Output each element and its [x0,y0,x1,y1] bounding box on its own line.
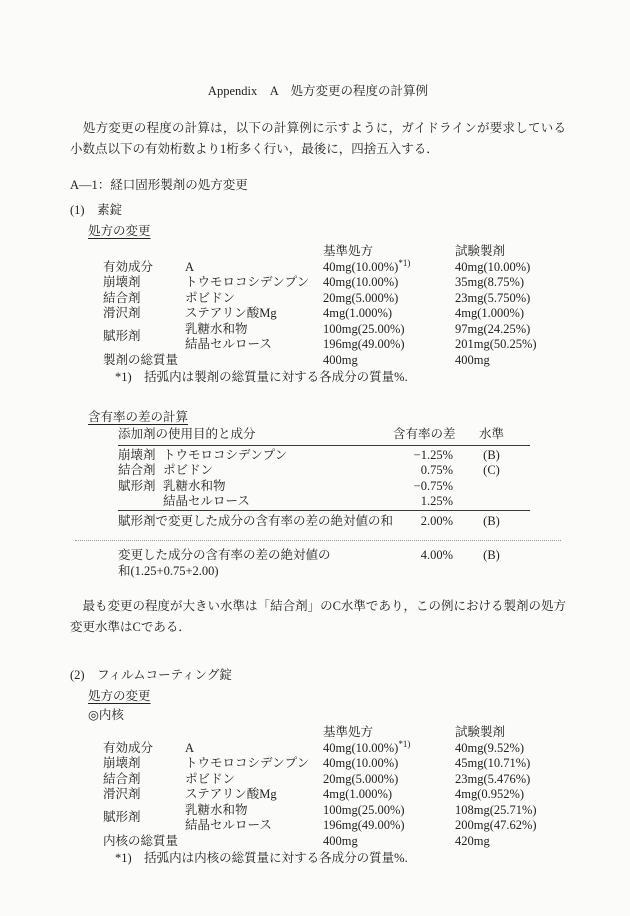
item-2-heading: (2) フィルムコーティング錠 [70,668,232,682]
test-cell: 200mg(47.62%) [455,818,537,832]
reference-cell: 20mg(5.000%) [323,290,399,305]
test-cell: 201mg(50.25%) [455,337,537,351]
ingredient-cell: ステアリン酸Mg [185,787,277,801]
item-1-heading: (1) 素錠 [70,203,123,217]
col-header-test: 試験製剤 [455,725,506,739]
formulation-change-heading-2: 処方の変更 [88,689,151,703]
role-cell: 滑沢剤 [103,787,141,801]
test-cell: 4mg(0.952%) [455,787,525,801]
test-cell: 97mg(24.25%) [455,321,531,336]
table-header-row [103,244,585,260]
ingredient-cell: トウモロコシデンプン [185,275,310,289]
table-row [103,275,585,291]
sum-level: (B) [483,548,500,562]
test-cell: 4mg(1.000%) [455,306,525,320]
table-header-row [103,725,585,741]
sum-label-cell: 賦形剤で変更した成分の含有率の差の絶対値の和 [118,510,393,531]
ingredient-cell: ステアリン酸Mg [185,306,277,320]
sum-value-cell: 2.00% [393,510,453,531]
col-header-diff: 含有率の差 [393,427,453,445]
role-cell: 結合剤 [118,463,156,477]
table-row [118,445,530,463]
reference-cell: 100mg(25.00%) [323,802,405,817]
ingredient-cell: 乳糖水和物 [185,321,248,336]
test-cell: 420mg [455,833,490,848]
role-cell: 有効成分 [103,259,154,274]
diff-value-cell: 0.75% [420,463,454,477]
test-cell: 400mg [455,352,490,367]
ingredient-cell: A [185,259,195,274]
role-cell: 崩壊剤 [118,447,156,462]
reference-cell: 100mg(25.00%) [323,321,405,336]
test-cell: 23mg(5.476%) [455,771,531,786]
formulation-table-2 [103,725,585,849]
sum-label-line2: 和(1.25+0.75+2.00) [118,563,219,578]
ingredient-cell: A [185,740,195,755]
table-row [118,463,530,479]
test-cell: 108mg(25.71%) [455,802,537,817]
reference-cell: 20mg(5.000%) [323,771,399,786]
empty-cell [185,725,323,741]
reference-cell: 4mg(1.000%) [323,306,393,320]
footnote-2: *1) 括弧内は内核の総質量に対する各成分の質量%. [115,851,408,865]
level-cell: (C) [483,463,500,477]
table-row [103,306,585,322]
test-cell: 40mg(9.52%) [455,740,525,755]
section-a1-heading: A—1：経口固形製剤の処方変更 [70,178,248,192]
reference-cell: 196mg(49.00%) [323,337,405,351]
reference-cell: 40mg(10.00%) [323,756,399,770]
content-diff-heading: 含有率の差の計算 [88,410,189,424]
reference-value: 40mg(10.00%) [323,740,399,755]
ingredient-cell: 乳糖水和物 [163,478,226,493]
role-cell: 賦形剤 [103,329,141,344]
total-sum-row [118,548,566,579]
ingredient-cell: ポビドン [185,290,236,305]
table-row [118,479,530,495]
role-cell: 滑沢剤 [103,306,141,320]
role-cell: 賦形剤 [103,810,141,825]
table-row [103,260,585,276]
excipient-sum-row [118,510,530,531]
col-header-reference: 基準処方 [323,244,374,258]
total-label-cell: 内核の総質量 [103,833,179,848]
test-cell: 23mg(5.750%) [455,290,531,305]
test-cell: 45mg(10.71%) [455,756,531,770]
table-total-row [103,834,585,850]
empty-cell [103,725,185,741]
role-cell: 賦形剤 [118,478,156,493]
footnote-1: *1) 括弧内は製剤の総質量に対する各成分の質量%. [115,370,408,384]
reference-cell [323,257,455,276]
reference-cell [323,738,455,757]
test-cell: 35mg(8.75%) [455,275,525,289]
ingredient-cell: 結晶セルロース [163,494,250,508]
role-cell [118,494,163,510]
table-row [103,772,585,788]
reference-cell: 400mg [323,352,358,367]
table-row [103,291,585,307]
col-header-reference: 基準処方 [323,725,374,739]
table-total-row [103,353,585,369]
content-diff-table [118,427,530,531]
empty-cell [185,244,323,260]
reference-cell: 400mg [323,833,358,848]
formulation-change-heading-1: 処方の変更 [88,224,151,238]
ingredient-cell: トウモロコシデンプン [185,756,310,770]
ingredient-cell: ポビドン [185,771,236,786]
table-row [103,322,585,338]
col-header-level: 水準 [453,427,530,445]
reference-cell: 196mg(49.00%) [323,818,405,832]
role-cell: 結合剤 [103,290,141,305]
empty-cell [103,244,185,260]
sum-label-line1: 変更した成分の含有率の差の絶対値の [118,548,331,562]
diff-value-cell: −1.25% [413,447,454,462]
role-cell: 有効成分 [103,740,154,755]
ingredient-cell: ポビドン [163,463,214,477]
diff-value-cell: 1.25% [420,494,454,508]
reference-cell: 4mg(1.000%) [323,787,393,801]
inner-core-heading: ◎内核 [88,708,124,722]
ingredient-cell: トウモロコシデンプン [163,447,288,462]
reference-cell: 40mg(10.00%) [323,275,399,289]
table-row [103,803,585,819]
footnote-marker: *1) [398,738,411,749]
test-cell: 40mg(10.00%) [455,259,531,274]
table-row [118,494,530,510]
level-cell [453,494,530,510]
ingredient-cell: 乳糖水和物 [185,802,248,817]
ingredient-cell: 結晶セルロース [185,337,272,351]
level-cell: (B) [483,447,500,462]
conclusion-paragraph: 最も変更の程度が大きい水準は「結合剤」のC水準であり，この例における製剤の処方変更水準はCである． [70,599,566,634]
diff-value-cell: −0.75% [413,478,454,493]
table-row [103,787,585,803]
role-cell: 崩壊剤 [103,275,141,289]
footnote-marker: *1) [398,257,411,268]
dotted-divider [75,540,561,541]
diff-table-header-row [118,427,530,445]
col-header-purpose: 添加剤の使用目的と成分 [118,427,393,445]
role-cell: 崩壊剤 [103,756,141,770]
level-cell [453,479,530,495]
level-cell: (B) [453,510,530,531]
col-header-test: 試験製剤 [455,244,506,258]
formulation-table-1 [103,244,585,368]
intro-paragraph: 処方変更の程度の計算は，以下の計算例に示すように，ガイドラインが要求している小数点以下の有効桁数より1桁多く行い，最後に，四捨五入する． [70,121,566,156]
table-row [103,741,585,757]
sum-label [118,548,393,579]
role-cell: 結合剤 [103,771,141,786]
table-row [103,756,585,772]
page-title: Appendix A 処方変更の程度の計算例 [207,84,429,98]
ingredient-cell: 結晶セルロース [185,818,272,832]
sum-value: 4.00% [420,548,453,562]
total-label-cell: 製剤の総質量 [103,352,179,367]
reference-value: 40mg(10.00%) [323,259,399,274]
